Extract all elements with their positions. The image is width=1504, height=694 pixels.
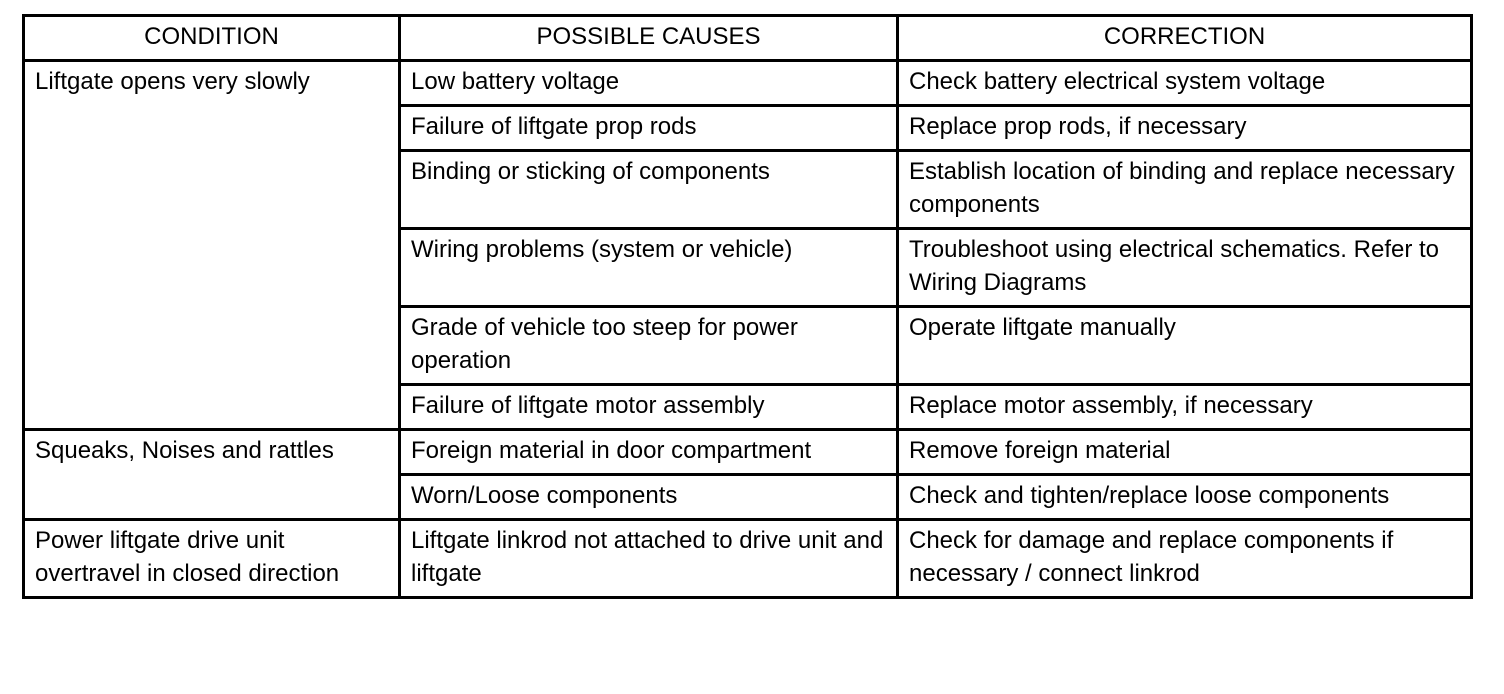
condition-text: Squeaks, Noises and rattles bbox=[35, 437, 334, 464]
correction-cell bbox=[898, 475, 1472, 520]
condition-text: Power liftgate drive unit overtravel in closed direction bbox=[35, 527, 340, 587]
cause-cell bbox=[400, 430, 898, 475]
correction-text: Troubleshoot using electrical schematics. Refer to Wiring Diagrams bbox=[909, 236, 1440, 296]
header-possible-causes: POSSIBLE CAUSES bbox=[400, 16, 898, 61]
cause-text: Binding or sticking of components bbox=[411, 158, 770, 185]
header-condition: CONDITION bbox=[24, 16, 400, 61]
cause-text: Wiring problems (system or vehicle) bbox=[411, 236, 793, 263]
cause-text: Low battery voltage bbox=[411, 68, 620, 95]
correction-cell bbox=[898, 229, 1472, 307]
correction-cell bbox=[898, 430, 1472, 475]
cause-text: Failure of liftgate prop rods bbox=[411, 113, 697, 140]
table-row bbox=[24, 430, 1472, 475]
correction-cell bbox=[898, 151, 1472, 229]
cause-cell bbox=[400, 520, 898, 598]
correction-text: Replace prop rods, if necessary bbox=[909, 113, 1247, 140]
correction-cell bbox=[898, 307, 1472, 385]
cause-text: Grade of vehicle too steep for power operation bbox=[411, 314, 798, 374]
cause-cell bbox=[400, 307, 898, 385]
cause-cell bbox=[400, 385, 898, 430]
header-correction: CORRECTION bbox=[898, 16, 1472, 61]
cause-cell bbox=[400, 106, 898, 151]
cause-cell bbox=[400, 151, 898, 229]
cause-cell bbox=[400, 475, 898, 520]
table-row bbox=[24, 61, 1472, 106]
condition-cell bbox=[24, 520, 400, 598]
cause-text: Failure of liftgate motor assembly bbox=[411, 392, 765, 419]
cause-cell bbox=[400, 229, 898, 307]
condition-cell bbox=[24, 61, 400, 430]
correction-cell bbox=[898, 520, 1472, 598]
cause-text: Worn/Loose components bbox=[411, 482, 678, 509]
correction-text: Check and tighten/replace loose components bbox=[909, 482, 1390, 509]
diagnosis-table bbox=[22, 14, 1473, 599]
correction-cell bbox=[898, 385, 1472, 430]
diagnosis-table-wrapper bbox=[22, 14, 1473, 599]
correction-text: Establish location of binding and replace necessary components bbox=[909, 158, 1455, 218]
correction-text: Check for damage and replace components if necessary / connect linkrod bbox=[909, 527, 1394, 587]
condition-cell bbox=[24, 430, 400, 520]
cause-text: Foreign material in door compartment bbox=[411, 437, 812, 464]
table-row bbox=[24, 520, 1472, 598]
correction-text: Replace motor assembly, if necessary bbox=[909, 392, 1313, 419]
cause-text: Liftgate linkrod not attached to drive unit and liftgate bbox=[411, 527, 884, 587]
correction-text: Remove foreign material bbox=[909, 437, 1171, 464]
correction-text: Operate liftgate manually bbox=[909, 314, 1176, 341]
table-header-row bbox=[24, 16, 1472, 61]
correction-text: Check battery electrical system voltage bbox=[909, 68, 1326, 95]
cause-cell bbox=[400, 61, 898, 106]
condition-text: Liftgate opens very slowly bbox=[35, 68, 310, 95]
correction-cell bbox=[898, 61, 1472, 106]
correction-cell bbox=[898, 106, 1472, 151]
